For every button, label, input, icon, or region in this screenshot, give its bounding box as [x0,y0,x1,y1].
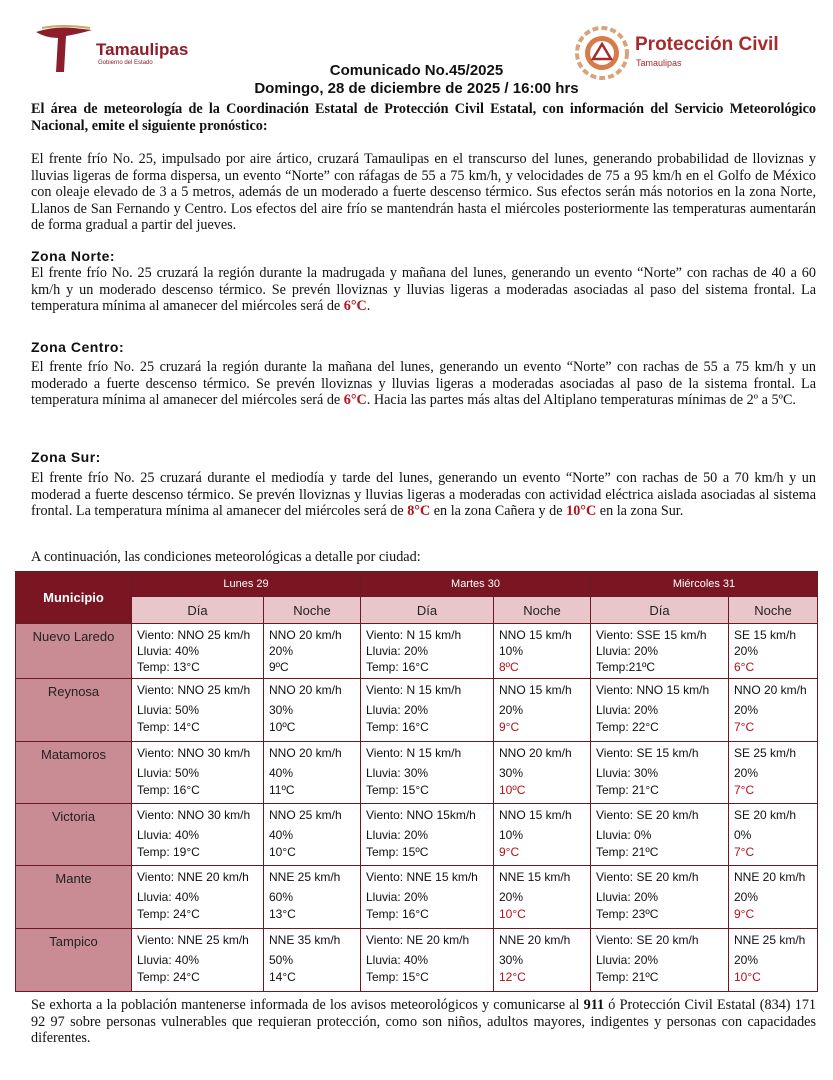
rain-value: Lluvia: 20% [366,644,429,658]
temp-value: Temp: 21ºC [596,970,659,984]
wind-value: Viento: SE 15 km/h [596,746,699,760]
day-forecast-cell [591,624,729,679]
temp-value: Temp: 16°C [366,907,429,921]
temp-value: Temp:21ºC [596,660,656,674]
rain-value: 20% [499,703,524,717]
day-forecast-cell [361,804,494,866]
weather-table-body [16,624,818,992]
day-forecast-cell [132,929,264,992]
wind-value: NNO 25 km/h [269,808,342,822]
wind-value: NNO 20 km/h [269,683,342,697]
day-forecast-cell [132,624,264,679]
zona-centro-paragraph [31,359,816,409]
table-row [16,929,818,992]
rain-value: Lluvia: 20% [366,703,429,717]
rain-value: Lluvia: 20% [366,890,429,904]
temp-value: 10ºC [269,720,296,734]
zona-norte-temp: 6°C [343,298,367,315]
temp-value: 10ºC [499,783,526,797]
wind-value: NNE 25 km/h [734,933,806,947]
temp-value: 7°C [734,720,755,734]
rain-value: 20% [734,953,759,967]
night-forecast-cell [494,679,591,742]
zona-centro-text: El frente frío No. 25 cruzará la región durante la mañana del lunes, generando un evento “Norte” con rachas de 55 a 75 km/h y un moderado a fuerte descenso térmico. Se prevén lloviznas y lluvias ligeras a moderadas asociadas al paso de la sistema frontal. La temperatura mínima al amanecer del miércoles será de [31,359,816,409]
wind-value: NNO 15 km/h [499,808,572,822]
municipio-name: Victoria [16,804,132,866]
rain-value: 10% [499,644,524,658]
wind-value: Viento: NNE 25 km/h [137,933,249,947]
rain-value: 20% [734,890,759,904]
rain-value: Lluvia: 50% [137,703,200,717]
wind-value: NNO 20 km/h [734,683,807,697]
table-row [16,679,818,742]
rain-value: 20% [269,644,294,658]
wind-value: NNE 15 km/h [499,870,571,884]
wind-value: Viento: NNO 30 km/h [137,746,251,760]
day-forecast-cell [591,866,729,929]
wind-value: Viento: N 15 km/h [366,628,462,642]
temp-value: 10°C [734,970,761,984]
rain-value: Lluvia: 30% [596,766,659,780]
municipio-name: Reynosa [16,679,132,742]
temp-value: 9°C [499,845,520,859]
right-logo-name: Protección Civil [635,34,779,55]
intro-paragraph: El área de meteorología de la Coordinación Estatal de Protección Civil Estatal, con información del Servicio Meteorológico Nacional, emite el siguiente pronóstico: [31,101,816,134]
day-forecast-cell [591,742,729,804]
general-paragraph: El frente frío No. 25, impulsado por aire ártico, cruzará Tamaulipas en el transcurso del lunes, generando probabilidad de lloviznas y lluvias ligeras de forma dispersa, un evento “Norte” con ráfagas de 55 a 75 km/h, y velocidades de 75 a 95 km/h en el Golfo de México con oleaje elevado de 3 a 5 metros, además de un moderado a fuerte descenso térmico. Sus efectos serán más notorios en la zona Norte, Llanos de San Fernando y Centro. Los efectos del aire frío se mantendrán hasta el miércoles posteriormente las temperaturas aumentarán de forma gradual a partir del jueves. [31,151,816,234]
day-header-lunes: Lunes 29 [132,572,361,597]
rain-value: 0% [734,828,752,842]
temp-value: 11ºC [269,783,295,797]
temp-value: 7°C [734,845,755,859]
night-forecast-cell [729,866,818,929]
wind-value: SE 25 km/h [734,746,797,760]
comunicado-number: Comunicado No.45/2025 [329,62,504,79]
temp-value: Temp: 21ºC [596,845,659,859]
footer-paragraph [31,997,816,1047]
wind-value: SE 15 km/h [734,628,797,642]
rain-value: Lluvia: 30% [366,766,429,780]
night-forecast-cell [264,742,361,804]
wind-value: Viento: NNO 15km/h [366,808,476,822]
municipio-name: Matamoros [16,742,132,804]
wind-value: NNE 35 km/h [269,933,341,947]
day-header-martes: Martes 30 [361,572,591,597]
day-forecast-cell [361,624,494,679]
night-forecast-cell [729,804,818,866]
day-forecast-cell [591,804,729,866]
wind-value: Viento: SE 20 km/h [596,933,699,947]
wind-value: Viento: NNO 15 km/h [596,683,710,697]
rain-value: Lluvia: 20% [366,828,429,842]
day-forecast-cell [132,804,264,866]
rain-value: 30% [499,953,524,967]
night-forecast-cell [264,804,361,866]
temp-value: Temp: 24°C [137,907,200,921]
temp-value: 7°C [734,783,755,797]
day-forecast-cell [591,929,729,992]
rain-value: Lluvia: 40% [137,828,200,842]
zona-norte-paragraph [31,265,816,315]
table-intro: A continuación, las condiciones meteorológicas a detalle por ciudad: [31,549,421,565]
night-forecast-cell [494,929,591,992]
wind-value: Viento: NNE 15 km/h [366,870,478,884]
left-logo-name: Tamaulipas [96,40,189,59]
night-forecast-cell [494,866,591,929]
rain-value: Lluvia: 20% [596,703,659,717]
day-header-miercoles: Miércoles 31 [591,572,818,597]
rain-value: Lluvia: 40% [366,953,429,967]
temp-value: Temp: 16°C [137,783,200,797]
table-row [16,742,818,804]
rain-value: 50% [269,953,294,967]
day-forecast-cell [361,929,494,992]
wind-value: Viento: NNE 20 km/h [137,870,249,884]
day-forecast-cell [361,679,494,742]
rain-value: 40% [269,766,294,780]
rain-value: Lluvia: 40% [137,953,200,967]
table-row [16,866,818,929]
wind-value: Viento: N 15 km/h [366,683,462,697]
subheader-noche: Noche [729,597,818,624]
table-row [16,804,818,866]
temp-value: 10°C [499,907,526,921]
rain-value: Lluvia: 20% [596,953,659,967]
night-forecast-cell [494,742,591,804]
rain-value: 60% [269,890,294,904]
temp-value: Temp: 15°C [366,970,429,984]
temp-value: 12°C [499,970,526,984]
day-forecast-cell [361,742,494,804]
day-forecast-cell [132,742,264,804]
night-forecast-cell [729,624,818,679]
rain-value: 20% [734,644,759,658]
weather-table [15,571,818,992]
municipio-name: Nuevo Laredo [16,624,132,679]
temp-value: 9°C [499,720,520,734]
zona-sur-text: El frente frío No. 25 cruzará durante el mediodía y tarde del lunes, generando un evento “Norte” con rachas de 50 a 70 km/h y un moderad a fuerte descenso térmico. Se prevén lloviznas y lluvias ligeras a moderadas con actividad eléctrica aislada asociadas al sistema frontal. La temperatura mínima al amanecer del miércoles será de [31,470,816,520]
night-forecast-cell [729,742,818,804]
zona-sur-end: en la zona Sur. [596,503,684,520]
left-logo-sub: Gobierno del Estado [98,60,153,66]
temp-value: Temp: 22°C [596,720,659,734]
subheader-dia: Día [132,597,264,624]
wind-value: NNE 20 km/h [734,870,806,884]
wind-value: NNE 20 km/h [499,933,571,947]
night-forecast-cell [264,624,361,679]
day-forecast-cell [361,866,494,929]
rain-value: 40% [269,828,294,842]
temp-value: 14°C [269,970,296,984]
wind-value: Viento: NE 20 km/h [366,933,470,947]
wind-value: Viento: NNO 25 km/h [137,683,251,697]
temp-value: 6°C [734,660,755,674]
night-forecast-cell [264,866,361,929]
temp-value: 9°C [734,907,755,921]
day-forecast-cell [132,679,264,742]
temp-value: Temp: 14°C [137,720,200,734]
rain-value: Lluvia: 40% [137,644,200,658]
wind-value: NNO 15 km/h [499,683,572,697]
night-forecast-cell [494,624,591,679]
emergency-number: 911 [583,997,605,1013]
wind-value: NNO 20 km/h [269,628,342,642]
night-forecast-cell [494,804,591,866]
night-forecast-cell [729,679,818,742]
subheader-noche: Noche [264,597,361,624]
table-row [16,624,818,679]
temp-value: Temp: 23ºC [596,907,659,921]
temp-value: Temp: 21°C [596,783,659,797]
wind-value: Viento: SE 20 km/h [596,870,699,884]
rain-value: 20% [734,703,759,717]
rain-value: Lluvia: 20% [596,890,659,904]
wind-value: NNE 25 km/h [269,870,341,884]
zona-sur-paragraph [31,470,816,520]
night-forecast-cell [729,929,818,992]
wind-value: Viento: SSE 15 km/h [596,628,707,642]
temp-value: Temp: 15ºC [366,845,429,859]
temp-value: Temp: 16°C [366,720,429,734]
rain-value: 20% [734,766,759,780]
zona-centro-title: Zona Centro: [31,339,125,355]
night-forecast-cell [264,679,361,742]
rain-value: 30% [499,766,524,780]
zona-sur-title: Zona Sur: [31,449,101,465]
zona-norte-title: Zona Norte: [31,248,116,264]
right-logo-sub: Tamaulipas [636,58,682,68]
temp-value: Temp: 19°C [137,845,200,859]
zona-norte-end: . [366,298,371,315]
night-forecast-cell [264,929,361,992]
temp-value: 9ºC [269,660,289,674]
wind-value: Viento: N 15 km/h [366,746,462,760]
zona-sur-temp-canera: 8°C [407,503,431,520]
temp-value: Temp: 16°C [366,660,429,674]
temp-value: 8ºC [499,660,519,674]
municipio-header: Municipio [16,572,132,624]
temp-value: 13°C [269,907,296,921]
subheader-noche: Noche [494,597,591,624]
wind-value: Viento: SE 20 km/h [596,808,699,822]
wind-value: Viento: NNO 25 km/h [137,628,251,642]
rain-value: Lluvia: 20% [596,644,659,658]
footer-text-1: Se exhorta a la población mantenerse informada de los avisos meteorológicos y comunicarse al [31,997,584,1013]
rain-value: 20% [499,890,524,904]
rain-value: Lluvia: 40% [137,890,200,904]
subheader-dia: Día [361,597,494,624]
zona-centro-temp: 6°C [343,392,367,409]
wind-value: NNO 20 km/h [499,746,572,760]
rain-value: 10% [499,828,524,842]
zona-norte-text: El frente frío No. 25 cruzará la región durante la madrugada y mañana del lunes, generando un evento “Norte” con rachas de 40 a 60 km/h y un moderado descenso térmico. Se prevén lloviznas y lluvias ligeras a moderadas asociadas al paso del sistema frontal. La temperatura mínima al amanecer del miércoles será de [31,265,816,315]
temp-value: Temp: 15°C [366,783,429,797]
zona-sur-temp-sur: 10°C [566,503,597,520]
rain-value: Lluvia: 0% [596,828,652,842]
day-forecast-cell [591,679,729,742]
subheader-dia: Día [591,597,729,624]
rain-value: Lluvia: 50% [137,766,200,780]
wind-value: NNO 15 km/h [499,628,572,642]
rain-value: 30% [269,703,294,717]
zona-centro-end: . Hacia las partes más altas del Altiplano temperaturas mínimas de 2º a 5ºC. [366,392,796,409]
wind-value: NNO 20 km/h [269,746,342,760]
day-forecast-cell [132,866,264,929]
comunicado-date: Domingo, 28 de diciembre de 2025 / 16:00 hrs [254,80,579,97]
temp-value: Temp: 24°C [137,970,200,984]
footer-text-2: ó Protección Civil Estatal (834) 171 92 97 sobre personas vulnerables que requieran protección, como son niños, adultos mayores, indigentes y personas con capacidades diferentes. [31,997,817,1047]
municipio-name: Mante [16,866,132,929]
wind-value: Viento: NNO 30 km/h [137,808,251,822]
municipio-name: Tampico [16,929,132,992]
zona-sur-mid: en la zona Cañera y de [430,503,567,520]
wind-value: SE 20 km/h [734,808,797,822]
temp-value: Temp: 13°C [137,660,200,674]
temp-value: 10°C [269,845,296,859]
